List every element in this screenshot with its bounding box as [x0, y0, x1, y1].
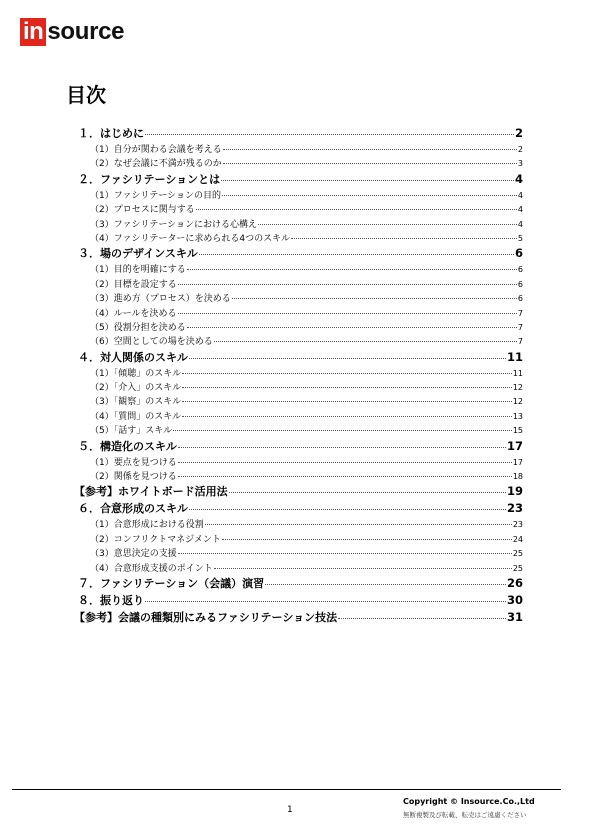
toc-leader-dots	[189, 358, 506, 359]
toc-entry-page: 4	[514, 171, 523, 186]
toc-entry-page: 12	[512, 397, 523, 407]
toc-section-entry	[78, 561, 523, 575]
toc-entry-label: （1）合意形成における役割	[90, 520, 204, 531]
toc-entry-label: ７．ファシリテーション（会議）演習	[78, 576, 265, 590]
toc-leader-dots	[173, 430, 512, 431]
toc-entry-label: （4）ルールを決める	[90, 308, 177, 319]
toc-entry-page: 18	[512, 472, 523, 482]
toc-entry-page: 23	[506, 501, 523, 516]
toc-entry-page: 6	[517, 265, 523, 275]
toc-entry-page: 4	[517, 205, 523, 215]
toc-section-entry	[78, 394, 523, 408]
toc-leader-dots	[265, 584, 506, 585]
toc-entry-page: 4	[517, 219, 523, 229]
toc-entry-label: （2）プロセスに関与する	[90, 205, 195, 216]
toc-leader-dots	[222, 195, 517, 196]
toc-entry-label: （5）役割分担を決める	[90, 322, 186, 333]
toc-section-entry	[78, 546, 523, 560]
toc-entry-page: 30	[506, 592, 523, 607]
toc-entry-page: 24	[512, 534, 523, 544]
toc-entry-label: ５．構造化のスキル	[78, 439, 177, 453]
toc-section-entry	[78, 231, 523, 245]
toc-section-entry	[78, 532, 523, 546]
toc-entry-label: （3）進め方（プロセス）を決める	[90, 294, 231, 305]
toc-entry-label: （5）「話す」スキル	[90, 426, 173, 437]
toc-entry-page: 6	[517, 279, 523, 289]
toc-leader-dots	[196, 209, 517, 210]
reproduction-notice: 無断複製及び転載、転売はご遠慮ください	[403, 811, 527, 819]
toc-section-entry	[78, 366, 523, 380]
toc-entry-page: 7	[517, 322, 523, 332]
toc-entry-label: （3）意思決定の支援	[90, 549, 177, 560]
toc-section-entry	[78, 423, 523, 437]
toc-section-entry	[78, 202, 523, 216]
toc-leader-dots	[199, 254, 514, 255]
toc-entry-label: （1）自分が関わる会議を考える	[90, 145, 222, 155]
toc-entry-page: 31	[506, 609, 523, 624]
toc-section-entry	[78, 469, 523, 483]
toc-entry-label: 【参考】会議の種類別にみるファシリテーション技法	[74, 610, 338, 624]
page-title: 目次	[66, 83, 106, 107]
toc-section-entry	[78, 409, 523, 423]
toc-entry-page: 17	[506, 438, 523, 453]
toc-entry-page: 6	[514, 246, 523, 261]
toc-leader-dots	[182, 401, 512, 402]
toc-entry-page: 3	[517, 159, 523, 169]
toc-leader-dots	[291, 238, 517, 239]
toc-entry-label: （2）「介入」のスキル	[90, 383, 182, 394]
toc-entry-label: １．はじめに	[78, 127, 144, 140]
toc-entry-page: 26	[506, 575, 523, 590]
toc-leader-dots	[229, 492, 506, 493]
toc-leader-dots	[223, 149, 517, 150]
toc-entry-label: （2）なぜ会議に不満が残るのか	[90, 159, 222, 170]
toc-leader-dots	[178, 313, 517, 314]
toc-entry-page: 25	[512, 563, 523, 573]
toc-entry-page: 19	[506, 484, 523, 499]
toc-entry-label: （1）要点を見つける	[90, 457, 177, 468]
insource-logo	[20, 18, 124, 46]
toc-leader-dots	[182, 416, 512, 417]
toc-entry-label: ８．振り返り	[78, 593, 144, 607]
toc-entry-label: （1）ファシリテーションの目的	[90, 190, 222, 201]
toc-entry-label: （2）目標を設定する	[90, 279, 177, 290]
toc-leader-dots	[214, 341, 517, 342]
toc-leader-dots	[178, 476, 512, 477]
toc-section-entry	[78, 188, 523, 202]
toc-entry-page: 15	[512, 426, 523, 436]
toc-leader-dots	[187, 269, 517, 270]
toc-section-entry	[78, 517, 523, 531]
toc-section-entry	[78, 142, 523, 156]
toc-leader-dots	[258, 224, 517, 225]
toc-leader-dots	[221, 180, 514, 181]
toc-entry-page: 17	[512, 457, 523, 467]
toc-chapter-entry	[74, 483, 523, 500]
toc-entry-label: ６．合意形成のスキル	[78, 502, 188, 516]
toc-leader-dots	[182, 387, 512, 388]
toc-entry-label: （4）合意形成支援のポイント	[90, 563, 213, 574]
toc-entry-page: 2	[514, 126, 523, 140]
toc-entry-page: 25	[512, 549, 523, 559]
toc-entry-page: 12	[512, 383, 523, 393]
copyright-text: Copyright © Insource.Co.,Ltd	[403, 797, 535, 806]
toc-entry-page: 13	[512, 411, 523, 421]
toc-entry-page: 23	[512, 520, 523, 530]
toc-chapter-entry	[78, 349, 523, 366]
toc-entry-label: （2）関係を見つける	[90, 472, 177, 483]
logo-in-mark: in	[20, 18, 46, 46]
toc-entry-label: ４．対人関係のスキル	[78, 350, 188, 364]
toc-entry-label: 【参考】ホワイトボード活用法	[74, 485, 228, 499]
toc-entry-label: （1）「傾聴」のスキル	[90, 368, 182, 379]
page-number: 1	[287, 805, 293, 815]
toc-entry-label: ３．場のデザインスキル	[78, 247, 198, 261]
toc-leader-dots	[145, 601, 506, 602]
toc-entry-page: 2	[517, 145, 523, 154]
toc-entry-label: （4）「質問」のスキル	[90, 411, 182, 422]
toc-leader-dots	[223, 163, 517, 164]
toc-leader-dots	[182, 373, 512, 374]
toc-section-entry	[78, 262, 523, 276]
toc-entry-page: 7	[517, 337, 523, 347]
toc-section-entry	[78, 455, 523, 469]
toc-chapter-entry	[78, 575, 523, 592]
toc-section-entry	[78, 277, 523, 291]
toc-entry-label: （3）「観察」のスキル	[90, 397, 182, 408]
footer-divider	[12, 789, 561, 790]
toc-entry-page: 11	[512, 368, 523, 378]
toc-entry-label: （3）ファシリテーションにおける心構え	[90, 219, 258, 230]
toc-leader-dots	[178, 462, 512, 463]
toc-leader-dots	[214, 568, 512, 569]
toc-chapter-entry	[78, 592, 523, 609]
toc-entry-page: 5	[517, 233, 523, 243]
toc-entry-page: 4	[517, 190, 523, 200]
toc-section-entry	[78, 320, 523, 334]
toc-chapter-entry	[74, 609, 523, 626]
toc-section-entry	[78, 217, 523, 231]
toc-entry-label: （4）ファシリテーターに求められる4つのスキル	[90, 233, 291, 244]
toc-section-entry	[78, 291, 523, 305]
toc-leader-dots	[222, 539, 512, 540]
toc-leader-dots	[178, 447, 506, 448]
toc-chapter-entry	[78, 171, 523, 188]
toc-leader-dots	[232, 298, 517, 299]
logo-wordmark: source	[47, 18, 125, 45]
toc-entry-label: （6）空間としての場を決める	[90, 337, 213, 348]
table-of-contents	[74, 125, 523, 626]
toc-entry-label: ２．ファシリテーションとは	[78, 172, 221, 186]
toc-entry-label: （1）目的を明確にする	[90, 265, 186, 276]
toc-chapter-entry	[78, 500, 523, 517]
toc-chapter-entry	[78, 438, 523, 455]
toc-leader-dots	[145, 134, 514, 135]
toc-leader-dots	[338, 618, 506, 619]
toc-chapter-entry	[78, 245, 523, 262]
toc-entry-page: 7	[517, 308, 523, 318]
toc-leader-dots	[178, 553, 512, 554]
toc-section-entry	[78, 380, 523, 394]
toc-entry-label: （2）コンフリクトマネジメント	[90, 534, 221, 545]
toc-section-entry	[78, 156, 523, 170]
toc-entry-page: 6	[517, 294, 523, 304]
toc-leader-dots	[178, 284, 517, 285]
toc-leader-dots	[205, 524, 512, 525]
toc-chapter-entry	[78, 125, 523, 142]
toc-leader-dots	[187, 327, 517, 328]
toc-leader-dots	[189, 509, 506, 510]
toc-entry-page: 11	[506, 349, 523, 364]
toc-section-entry	[78, 306, 523, 320]
toc-section-entry	[78, 334, 523, 348]
